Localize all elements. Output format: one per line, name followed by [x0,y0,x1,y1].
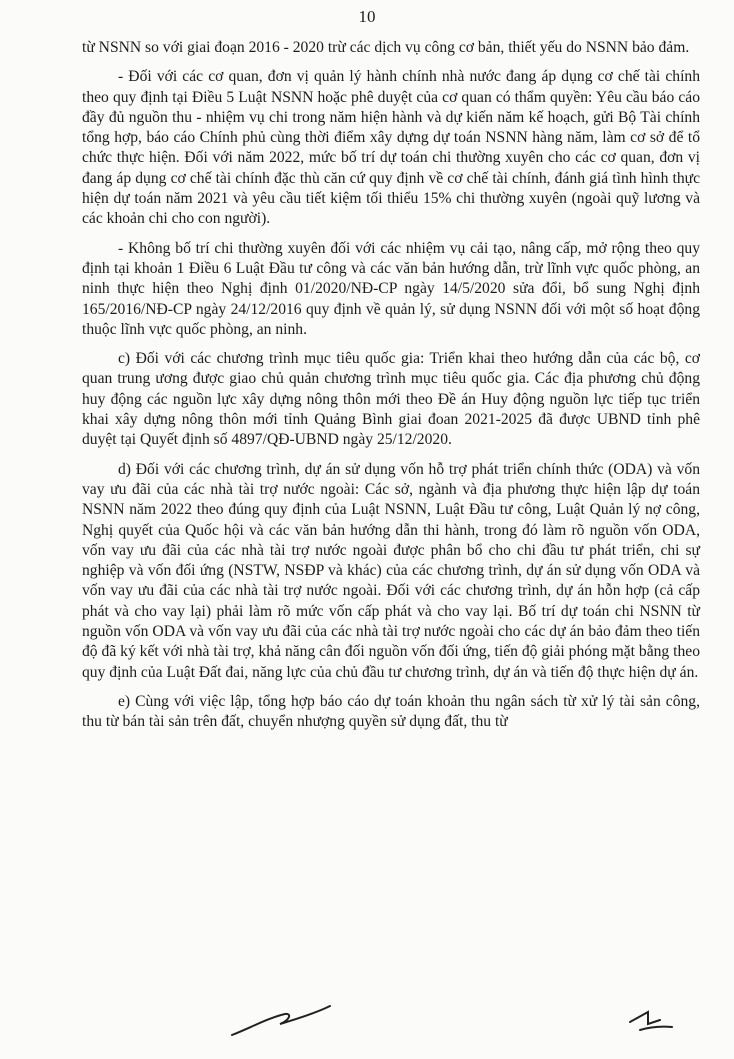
paragraph-public-assets: e) Cùng với việc lập, tổng hợp báo cáo dự toán khoản thu ngân sách từ xử lý tài sản công, thu từ bán tài sản trên đất, chuyển nhượng quyền sử dụng đất, thu từ [82,692,700,731]
paragraph-continuation: từ NSNN so với giai đoạn 2016 - 2020 trừ các dịch vụ công cơ bản, thiết yếu do NSNN bảo đảm. [82,39,690,56]
paragraph-financial-mechanism: - Đối với các cơ quan, đơn vị quản lý hành chính nhà nước đang áp dụng cơ chế tài chính theo quy định tại Điều 5 Luật NSNN hoặc phê duyệt của cơ quan có thẩm quyền: Yêu cầu báo cáo đầy đủ nguồn thu - nhiệm vụ chi trong năm hiện hành và dự kiến năm kế hoạch, gửi Bộ Tài chính tổng hợp, báo cáo Chính phủ cùng thời điểm xây dựng dự toán NSNN hàng năm, làm cơ sở để tổ chức thực hiện. Đối với năm 2022, mức bố trí dự toán chi thường xuyên cho các cơ quan, đơn vị đang áp dụng cơ chế tài chính đặc thù căn cứ quy định về cơ chế tài chính, đánh giá tình hình thực hiện dự toán năm 2021 và yêu cầu tiết kiệm tối thiểu 15% chi thường xuyên (ngoài quỹ lương và các khoản chi cho con người). [82,68,700,228]
signature-left [232,1006,330,1035]
paragraph-no-recurrent-spending: - Không bố trí chi thường xuyên đối với các nhiệm vụ cải tạo, nâng cấp, mở rộng theo quy định tại khoản 1 Điều 6 Luật Đầu tư công và các văn bản hướng dẫn, trừ lĩnh vực quốc phòng, an ninh thực hiện theo Nghị định 01/2020/NĐ-CP ngày 14/5/2020 sửa đổi, bổ sung Nghị định 165/2016/NĐ-CP ngày 24/12/2016 quy định về quản lý, sử dụng NSNN đối với một số hoạt động thuộc lĩnh vực quốc phòng, an ninh. [82,239,700,338]
page-number: 10 [358,7,376,26]
initial-signatures [0,1000,734,1055]
paragraph-national-target-programs: c) Đối với các chương trình mục tiêu quốc gia: Triển khai theo hướng dẫn của các bộ, cơ quan trung ương được giao chủ quản chương trình mục tiêu quốc gia. Các địa phương chủ động huy động các nguồn lực xây dựng nông thôn mới theo Đề án Huy động nguồn lực tiếp tục triển khai xây dựng nông thôn mới tỉnh Quảng Bình giai đoan 2021-2025 đã được UBND tỉnh phê duyệt tại Quyết định số 4897/QĐ-UBND ngày 25/12/2020. [82,350,700,449]
document-body [82,38,700,742]
signature-right [630,1012,672,1030]
paragraph-oda-loans: d) Đối với các chương trình, dự án sử dụng vốn hỗ trợ phát triển chính thức (ODA) và vốn vay ưu đãi của các nhà tài trợ nước ngoài: Các sở, ngành và địa phương thực hiện lập dự toán NSNN năm 2022 theo đúng quy định của Luật NSNN, Luật Đầu tư công, Luật Quản lý nợ công, Nghị quyết của Quốc hội và các văn bản hướng dẫn thi hành, trong đó làm rõ nguồn vốn ODA, vốn vay ưu đãi của các nhà tài trợ nước ngoài được phân bổ cho chi đầu tư phát triển, chi sự nghiệp và vốn đối ứng (NSTW, NSĐP và khác) của các chương trình, dự án sử dụng vốn ODA và vốn vay ưu đãi của các nhà tài trợ nước ngoài. Đối với các chương trình, dự án hỗn hợp (cả cấp phát và cho vay lại) phải làm rõ mức vốn cấp phát và cho vay lại. Bố trí dự toán chi NSNN từ nguồn vốn ODA và vốn vay ưu đãi của các nhà tài trợ nước ngoài cho các dự án bảo đảm theo tiến độ đã ký kết với nhà tài trợ, khả năng cân đối nguồn vốn đối ứng, tiến độ giải phóng mặt bằng theo quy định của Luật Đất đai, năng lực của chủ đầu tư chương trình, dự án và tiến độ thực hiện dự án. [82,460,700,681]
